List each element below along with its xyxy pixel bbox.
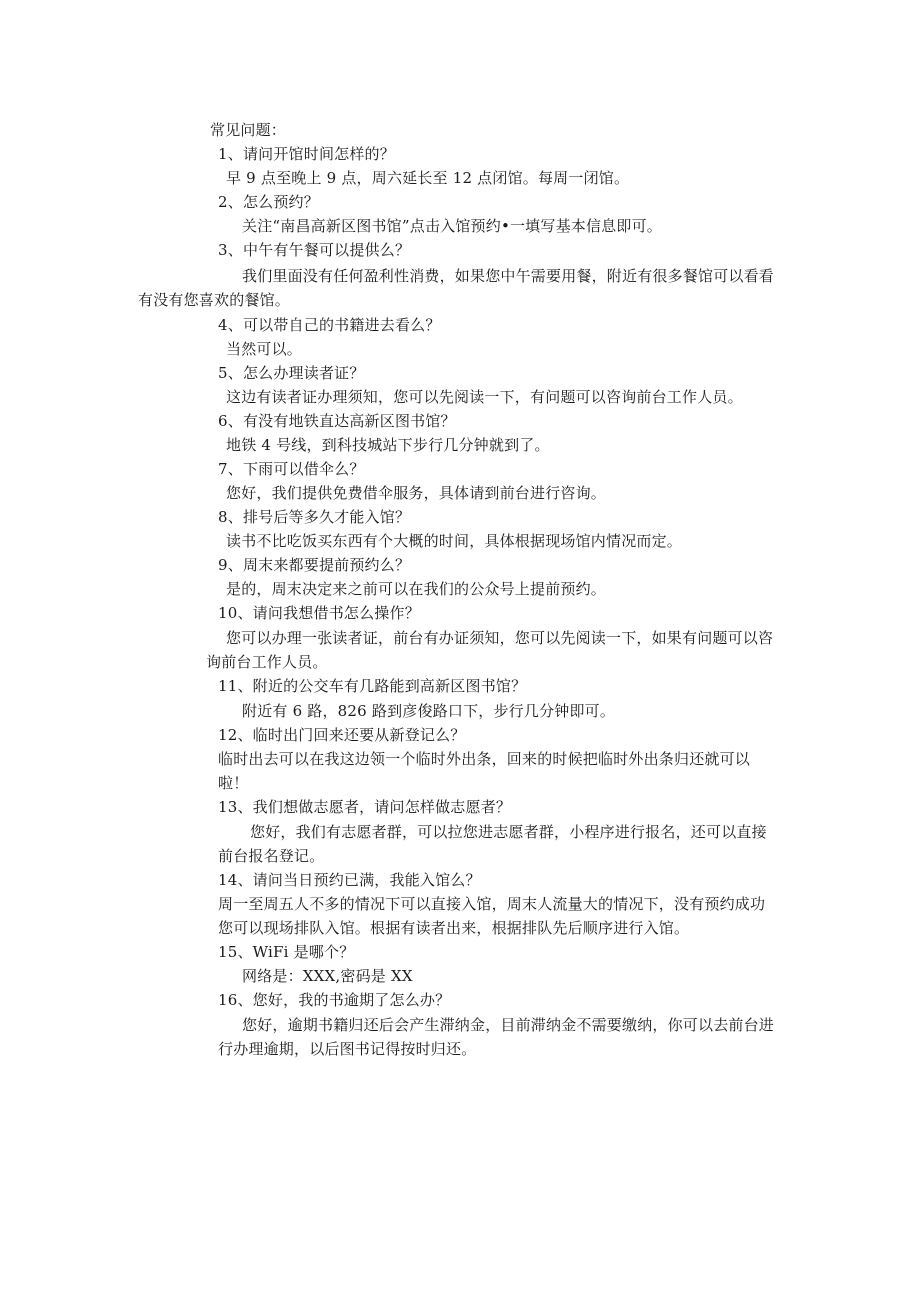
answer-12-line-2: 啦！ <box>218 774 249 792</box>
question-9: 9、周末来都要提前预约么？ <box>218 556 411 574</box>
answer-3-line-2: 有没有您喜欢的餐馆。 <box>138 291 291 309</box>
answer-13-line-2: 前台报名登记。 <box>218 847 325 865</box>
question-5: 5、怎么办理读者证？ <box>218 364 365 382</box>
question-12: 12、临时出门回来还要从新登记么？ <box>218 726 466 744</box>
answer-9-line-1: 是的，周末决定来之前可以在我们的公众号上提前预约。 <box>226 580 607 598</box>
answer-3-line-1: 我们里面没有任何盈利性消费，如果您中午需要用餐，附近有很多餐馆可以看看 <box>242 267 775 285</box>
answer-6-line-1: 地铁 4 号线，到科技城站下步行几分钟就到了。 <box>226 436 550 454</box>
answer-10-line-1: 您可以办理一张读者证，前台有办证须知，您可以先阅读一下，如果有问题可以咨 <box>226 629 774 647</box>
page-title: 常见问题： <box>210 121 287 139</box>
answer-16-line-1: 您好，逾期书籍归还后会产生滞纳金，目前滞纳金不需要缴纳，你可以去前台进 <box>242 1016 775 1034</box>
question-10: 10、请问我想借书怎么操作？ <box>218 604 420 622</box>
question-8: 8、排号后等多久才能入馆？ <box>218 508 411 526</box>
question-16: 16、您好，我的书逾期了怎么办？ <box>218 991 451 1009</box>
answer-7-line-1: 您好，我们提供免费借伞服务，具体请到前台进行咨询。 <box>226 484 607 502</box>
answer-12-line-1: 临时出去可以在我这边领一个临时外出条，回来的时候把临时外出条归还就可以 <box>218 750 751 768</box>
question-13: 13、我们想做志愿者，请问怎样做志愿者？ <box>218 798 512 816</box>
question-1: 1、请问开馆时间怎样的？ <box>218 145 395 163</box>
answer-8-line-1: 读书不比吃饭买东西有个大概的时间，具体根据现场馆内情况而定。 <box>226 532 683 550</box>
answer-14-line-2: 您可以现场排队入馆。根据有读者出来，根据排队先后顺序进行入馆。 <box>218 919 690 937</box>
answer-11-line-1: 附近有 6 路，826 路到彦俊路口下，步行几分钟即可。 <box>242 702 616 720</box>
answer-4-line-1: 当然可以。 <box>226 340 303 358</box>
answer-5-line-1: 这边有读者证办理须知，您可以先阅读一下，有问题可以咨询前台工作人员。 <box>226 388 743 406</box>
question-2: 2、怎么预约？ <box>218 193 319 211</box>
question-3: 3、中午有午餐可以提供么？ <box>218 241 411 259</box>
answer-2-line-1: 关注“南昌高新区图书馆”点击入馆预约•一填写基本信息即可。 <box>242 217 662 235</box>
question-14: 14、请问当日预约已满，我能入馆么？ <box>218 871 481 889</box>
answer-13-line-1: 您好，我们有志愿者群，可以拉您进志愿者群，小程序进行报名，还可以直接 <box>250 823 767 841</box>
question-6: 6、有没有地铁直达高新区图书馆？ <box>218 412 456 430</box>
answer-1-line-1: 早 9 点至晚上 9 点，周六延长至 12 点闭馆。每周一闭馆。 <box>226 169 630 187</box>
question-7: 7、下雨可以借伞么？ <box>218 460 365 478</box>
question-4: 4、可以带自己的书籍进去看么？ <box>218 316 441 334</box>
answer-16-line-2: 行办理逾期，以后图书记得按时归还。 <box>218 1040 477 1058</box>
question-11: 11、附近的公交车有几路能到高新区图书馆？ <box>218 677 527 695</box>
answer-10-line-2: 询前台工作人员。 <box>206 653 328 671</box>
answer-14-line-1: 周一至周五人不多的情况下可以直接入馆，周末人流量大的情况下，没有预约成功 <box>218 895 766 913</box>
question-15: 15、WiFi 是哪个？ <box>218 943 355 961</box>
answer-15-line-1: 网络是：XXX,密码是 XX <box>242 967 413 985</box>
